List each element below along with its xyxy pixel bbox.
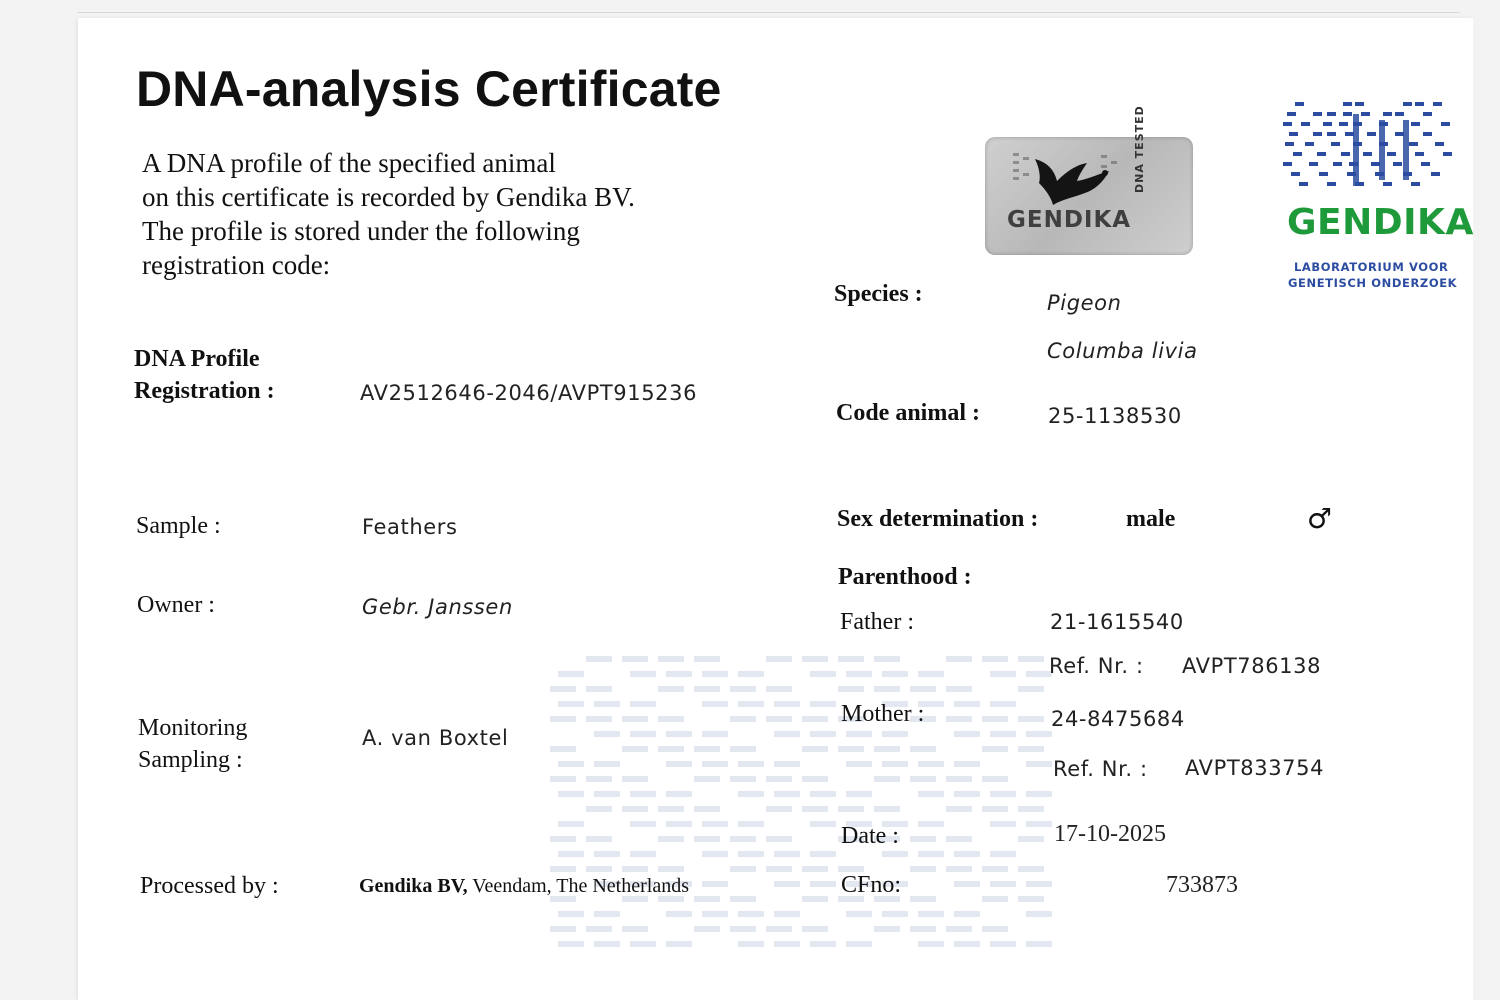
sample-value: Feathers	[362, 515, 458, 539]
sticker-brand: GENDIKA	[1007, 207, 1132, 233]
registration-value: AV2512646-2046/AVPT915236	[360, 381, 698, 405]
code-animal-value: 25-1138530	[1048, 404, 1182, 428]
monitoring-value: A. van Boxtel	[362, 726, 509, 750]
mother-label: Mother :	[841, 701, 925, 727]
parenthood-label: Parenthood :	[838, 564, 972, 590]
sticker-tag: DNA TESTED	[1133, 105, 1146, 193]
sex-label: Sex determination :	[837, 506, 1039, 532]
species-latin-value: Columba livia	[1047, 339, 1198, 363]
species-label: Species :	[834, 281, 923, 307]
species-common-value: Pigeon	[1047, 291, 1122, 315]
intro-line-1: A DNA profile of the specified animal	[142, 148, 556, 178]
intro-line-2: on this certificate is recorded by Gendika BV.	[142, 182, 635, 212]
registration-label-line-2: Registration :	[134, 378, 275, 404]
owner-label: Owner :	[137, 592, 215, 618]
processed-value	[359, 875, 689, 898]
date-label: Date :	[841, 823, 899, 849]
watermark-logo	[550, 650, 1070, 960]
page-top-edge	[78, 12, 1460, 13]
processed-label: Processed by :	[140, 873, 279, 899]
processed-location: Veendam, The Netherlands	[467, 875, 689, 897]
monitoring-label-line-2: Sampling :	[138, 747, 243, 773]
mother-ref-label: Ref. Nr. :	[1053, 757, 1148, 781]
gendika-logo-icon	[1283, 100, 1453, 200]
logo-subtitle-2: GENETISCH ONDERZOEK	[1288, 276, 1458, 290]
date-value: 17-10-2025	[1054, 821, 1166, 847]
pigeon-icon	[1005, 143, 1135, 213]
monitoring-label-line-1: Monitoring	[138, 715, 248, 741]
mother-value: 24-8475684	[1051, 707, 1185, 731]
code-animal-label: Code animal :	[836, 400, 980, 426]
intro-line-4: registration code:	[142, 250, 331, 280]
mother-ref-value: AVPT833754	[1185, 756, 1325, 780]
father-value: 21-1615540	[1050, 610, 1184, 634]
owner-value: Gebr. Janssen	[362, 595, 513, 619]
logo-subtitle-1: LABORATORIUM VOOR	[1294, 260, 1449, 274]
father-ref-value: AVPT786138	[1182, 654, 1322, 678]
registration-label-line-1: DNA Profile	[134, 346, 260, 372]
father-label: Father :	[840, 609, 914, 635]
page-title: DNA-analysis Certificate	[136, 61, 722, 117]
sample-label: Sample :	[136, 513, 221, 539]
dna-tested-sticker	[985, 105, 1193, 255]
cfno-label: CFno:	[841, 872, 902, 898]
intro-line-3: The profile is stored under the following	[142, 216, 580, 246]
father-ref-label: Ref. Nr. :	[1049, 654, 1144, 678]
processed-company: Gendika BV,	[359, 875, 468, 897]
sex-value: male	[1126, 506, 1176, 532]
male-symbol-icon: ♂	[1307, 502, 1333, 535]
logo-name: GENDIKA	[1287, 202, 1474, 243]
cfno-value: 733873	[1166, 872, 1238, 898]
